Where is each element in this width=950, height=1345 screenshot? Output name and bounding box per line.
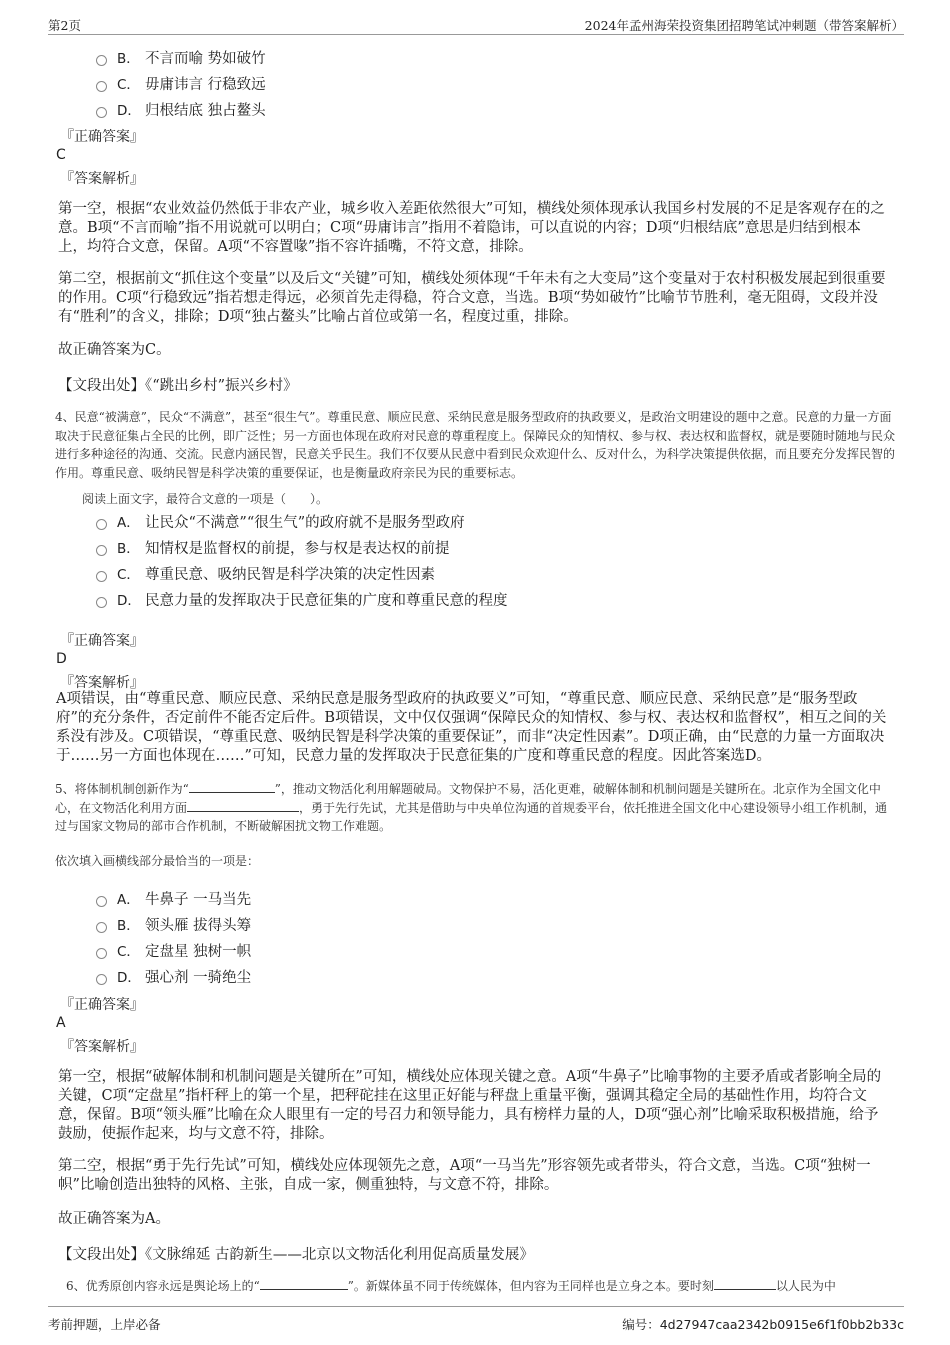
radio-icon[interactable] bbox=[96, 545, 107, 556]
option-c[interactable]: C． 定盘星 独树一帜 bbox=[96, 940, 251, 962]
option-b[interactable]: B． 知情权是监督权的前提，参与权是表达权的前提 bbox=[96, 537, 450, 559]
analysis-label: 『答案解析』 bbox=[60, 675, 144, 691]
question-passage: 5、将体制机制创新作为“ ”，推动文物活化利用解题破局。文物保护不易，活化更难，破解体制和机制问题是关键所在。北京作为全国文化中心，在文物活化利用方面 ，勇于先行先试，尤其是借助与中央单位沟通的首规委平台，依托推进全国文化中心建设领导小组工作机制，通过与国家文物局的部市合作机制，不断破解困扰文物工作难题。 bbox=[55, 782, 888, 833]
source-citation: 【文段出处】《“跳出乡村”振兴乡村》 bbox=[58, 378, 298, 394]
analysis-paragraph: 第一空，根据“农业效益仍然低于非农产业，城乡收入差距依然很大”可知，横线处须体现承认我国乡村发展的不足是客观存在的之意。B项“不言而喻”指不用说就可以明白；C项“毋庸讳言”指用不着隐讳，可以直说的内容；D项“归根结底”意思是归结到根本上，均符合文意，保留。A项“不容置喙”指不容许插嘴，不符文意，排除。 bbox=[58, 201, 885, 255]
answer-label: 『正确答案』 bbox=[60, 997, 144, 1013]
option-d[interactable]: D． 归根结底 独占鳌头 bbox=[96, 99, 266, 121]
answer-value: A bbox=[56, 1015, 66, 1031]
analysis-paragraph: 第二空，根据前文“抓住这个变量”以及后文“关键”可知，横线处须体现“千年未有之大变局”这个变量对于农村积极发展起到很重要的作用。C项“行稳致远”指若想走得远，必须首先走得稳，符合文意，当选。B项“势如破竹”比喻节节胜利，毫无阻碍，文段并没有“胜利”的含义，排除；D项“独占鳌头”比喻占首位或第一名，程度过重，排除。 bbox=[58, 271, 886, 325]
question-instruction: 依次填入画横线部分最恰当的一项是： bbox=[55, 854, 260, 868]
analysis-paragraph: 第二空，根据“勇于先行先试”可知，横线处应体现领先之意，A项“一马当先”形容领先或者带头，符合文意，当选。C项“独树一帜”比喻创造出独特的风格、主张，自成一家，侧重独特，与文意不符，排除。 bbox=[58, 1158, 871, 1193]
option-d[interactable]: D． 强心剂 一骑绝尘 bbox=[96, 966, 251, 988]
radio-icon[interactable] bbox=[96, 922, 107, 933]
answer-label: 『正确答案』 bbox=[60, 129, 144, 145]
radio-icon[interactable] bbox=[96, 81, 107, 92]
source-citation: 【文段出处】《文脉绵延 古韵新生——北京以文物活化利用促高质量发展》 bbox=[58, 1247, 534, 1263]
radio-icon[interactable] bbox=[96, 55, 107, 66]
page-footer bbox=[48, 1306, 904, 1335]
option-d[interactable]: D． 民意力量的发挥取决于民意征集的广度和尊重民意的程度 bbox=[96, 589, 508, 611]
analysis-label: 『答案解析』 bbox=[60, 1039, 144, 1055]
radio-icon[interactable] bbox=[96, 896, 107, 907]
answer-value: C bbox=[56, 147, 66, 163]
answer-value: D bbox=[56, 651, 67, 667]
option-c[interactable]: C． 尊重民意、吸纳民智是科学决策的决定性因素 bbox=[96, 563, 435, 585]
option-b[interactable]: B． 不言而喻 势如破竹 bbox=[96, 47, 266, 69]
radio-icon[interactable] bbox=[96, 519, 107, 530]
document-title: 2024年孟州海荣投资集团招聘笔试冲刺题（带答案解析） bbox=[584, 18, 904, 33]
radio-icon[interactable] bbox=[96, 571, 107, 582]
page-header bbox=[48, 14, 904, 35]
option-a[interactable]: A． 让民众“不满意”“很生气”的政府就不是服务型政府 bbox=[96, 511, 465, 533]
analysis-paragraph: 第一空，根据“破解体制和机制问题是关键所在”可知，横线处应体现关键之意。A项“牛鼻子”比喻事物的主要矛盾或者影响全局的关键，C项“定盘星”指杆秤上的第一个星，把秤砣挂在这里正好能与秤盘上重量平衡，强调其稳定全局的基础性作用，均符合文意，保留。B项“领头雁”比喻在众人眼里有一定的号召力和领导能力，具有榜样力量的人，D项“强心剂”比喻采取积极措施，给予鼓励，使振作起来，均与文意不符，排除。 bbox=[58, 1069, 882, 1142]
radio-icon[interactable] bbox=[96, 948, 107, 959]
page-number: 第2页 bbox=[48, 18, 81, 33]
question-passage: 6、优秀原创内容永远是舆论场上的“ ”。新媒体虽不同于传统媒体，但内容为王同样也是立身之本。要时刻 以人民为中 bbox=[66, 1279, 836, 1293]
answer-label: 『正确答案』 bbox=[60, 633, 144, 649]
fill-blank bbox=[189, 780, 275, 793]
option-a[interactable]: A． 牛鼻子 一马当先 bbox=[96, 888, 251, 910]
footer-slogan: 考前押题，上岸必备 bbox=[48, 1317, 161, 1332]
radio-icon[interactable] bbox=[96, 107, 107, 118]
option-b[interactable]: B． 领头雁 拔得头筹 bbox=[96, 914, 251, 936]
fill-blank bbox=[714, 1277, 776, 1290]
analysis-label: 『答案解析』 bbox=[60, 171, 144, 187]
question-instruction: 阅读上面文字，最符合文意的一项是（ ）。 bbox=[82, 492, 329, 506]
document-id: 编号：4d27947caa2342b0915e6f1f0bb2b33c bbox=[622, 1317, 904, 1332]
radio-icon[interactable] bbox=[96, 597, 107, 608]
question-passage: 4、民意“被满意”，民众“不满意”，甚至“很生气”。尊重民意、顺应民意、采纳民意是服务型政府的执政要义，是政治文明建设的题中之意。民意的力量一方面取决于民意征集占全民的比例，即广泛性；另一方面也体现在政府对民意的尊重程度上。保障民众的知情权、参与权、表达权和监督权，就是要随时随地与民众进行多种途径的沟通、交流。民意内涵民智，民意关乎民生。我们不仅要从民意中看到民众欢迎什么、反对什么，为科学决策提供依据，而且要充分发挥民智的作用。尊重民意、吸纳民智是科学决策的重要保证，也是衡量政府亲民为民的重要标志。 bbox=[55, 410, 896, 480]
fill-blank bbox=[260, 1277, 348, 1290]
fill-blank bbox=[187, 799, 299, 812]
analysis-paragraph: A项错误，由“尊重民意、顺应民意、采纳民意是服务型政府的执政要义”可知，“尊重民意、顺应民意、采纳民意”是“服务型政府”的充分条件，否定前件不能否定后件。B项错误，文中仅仅强调“保障民众的知情权、参与权、表达权和监督权”，相互之间的关系没有涉及。C项错误，“尊重民意、吸纳民智是科学决策的重要保证”，而非“决定性因素”。D项正确，由“民意的力量一方面取决于……另一方面也体现在……”可知，民意力量的发挥取决于民意征集的广度和尊重民意的程度。因此答案选D。 bbox=[56, 691, 887, 764]
option-c[interactable]: C． 毋庸讳言 行稳致远 bbox=[96, 73, 266, 95]
radio-icon[interactable] bbox=[96, 974, 107, 985]
analysis-conclusion: 故正确答案为C。 bbox=[58, 342, 171, 358]
analysis-conclusion: 故正确答案为A。 bbox=[58, 1211, 170, 1227]
